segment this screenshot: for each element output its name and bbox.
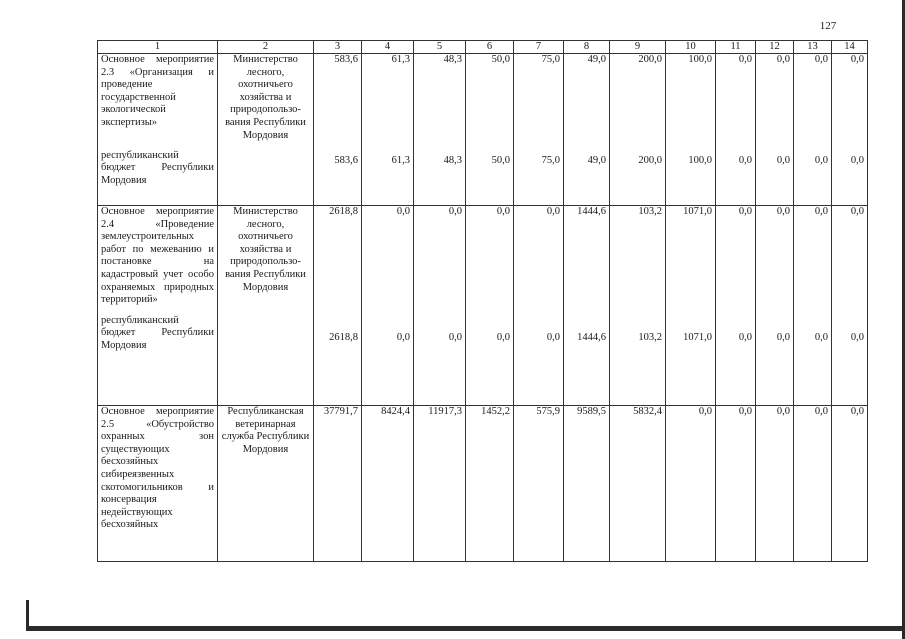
column-header: 1 bbox=[98, 41, 218, 54]
value-cell: 61,3 61,3 bbox=[362, 54, 414, 206]
value-cell: 0,0 0,0 bbox=[414, 206, 466, 406]
value-cell: 75,0 75,0 bbox=[514, 54, 564, 206]
page-number: 127 bbox=[819, 20, 837, 32]
column-header: 11 bbox=[716, 41, 756, 54]
value-cell: 0,0 0,0 bbox=[466, 206, 514, 406]
column-header: 10 bbox=[666, 41, 716, 54]
value-cell: 1452,2 bbox=[466, 406, 514, 562]
table-row bbox=[98, 206, 868, 406]
value-cell: 0,0 0,0 bbox=[794, 54, 832, 206]
column-header: 12 bbox=[756, 41, 794, 54]
value-cell: 200,0 200,0 bbox=[610, 54, 666, 206]
value-cell: 103,2 103,2 bbox=[610, 206, 666, 406]
source-text: республиканский бюджет Республики Мордовия bbox=[101, 314, 214, 351]
value-cell: 0,0 0,0 bbox=[756, 206, 794, 406]
source-text: республиканский бюджет Республики Мордовия bbox=[101, 149, 214, 186]
activity-text: Основное мероприятие 2.3 «Организация и проведение государственной экологической экспертизы» bbox=[101, 54, 214, 128]
column-header: 14 bbox=[832, 41, 868, 54]
scan-edge-bottom bbox=[28, 626, 905, 631]
value-cell: 50,0 50,0 bbox=[466, 54, 514, 206]
value-cell: 0,0 bbox=[716, 406, 756, 562]
activity-cell: Основное мероприятие 2.5 «Обустройство охранных зон существующих бесхозяйных сибиреязвенных скотомогильников и консервация недействующих бесхозяйных bbox=[98, 406, 218, 562]
value-cell: 0,0 0,0 bbox=[832, 54, 868, 206]
value-cell: 100,0 100,0 bbox=[666, 54, 716, 206]
value-cell: 8424,4 bbox=[362, 406, 414, 562]
column-header: 9 bbox=[610, 41, 666, 54]
activity-text: Основное мероприятие 2.4 «Проведение землеустроительных работ по межеванию и постановке на кадастровый учет особо охраняемых природных территорий» bbox=[101, 206, 214, 306]
activity-cell bbox=[98, 206, 218, 406]
value-cell: 0,0 0,0 bbox=[716, 206, 756, 406]
value-cell: 0,0 bbox=[794, 406, 832, 562]
column-header: 3 bbox=[314, 41, 362, 54]
column-header: 4 bbox=[362, 41, 414, 54]
value-cell: 0,0 bbox=[756, 406, 794, 562]
value-cell: 1071,0 1071,0 bbox=[666, 206, 716, 406]
column-header: 6 bbox=[466, 41, 514, 54]
column-header: 8 bbox=[564, 41, 610, 54]
value-cell: 37791,7 bbox=[314, 406, 362, 562]
column-header: 5 bbox=[414, 41, 466, 54]
value-cell: 11917,3 bbox=[414, 406, 466, 562]
value-cell: 0,0 0,0 bbox=[794, 206, 832, 406]
value-cell: 1444,6 1444,6 bbox=[564, 206, 610, 406]
header-row bbox=[98, 41, 868, 54]
value-cell: 583,6 583,6 bbox=[314, 54, 362, 206]
column-header: 13 bbox=[794, 41, 832, 54]
value-cell: 48,3 48,3 bbox=[414, 54, 466, 206]
value-cell: 49,0 49,0 bbox=[564, 54, 610, 206]
scan-edge-left bbox=[26, 600, 29, 631]
value-cell: 0,0 0,0 bbox=[362, 206, 414, 406]
activity-cell bbox=[98, 54, 218, 206]
budget-table bbox=[97, 40, 868, 562]
value-cell: 0,0 0,0 bbox=[716, 54, 756, 206]
column-header: 2 bbox=[218, 41, 314, 54]
value-cell: 0,0 0,0 bbox=[756, 54, 794, 206]
value-cell: 0,0 bbox=[666, 406, 716, 562]
value-cell: 0,0 0,0 bbox=[832, 206, 868, 406]
executor-cell: Министерство лесного, охотничьего хозяйства и природопользо-вания Республики Мордовия bbox=[218, 54, 314, 206]
value-cell: 5832,4 bbox=[610, 406, 666, 562]
table-row bbox=[98, 54, 868, 206]
executor-cell: Министерство лесного, охотничьего хозяйства и природопользо-вания Республики Мордовия bbox=[218, 206, 314, 406]
value-cell: 2618,8 2618,8 bbox=[314, 206, 362, 406]
value-cell: 9589,5 bbox=[564, 406, 610, 562]
value-cell: 575,9 bbox=[514, 406, 564, 562]
value-cell: 0,0 bbox=[832, 406, 868, 562]
executor-cell: Республиканская ветеринарная служба Республики Мордовия bbox=[218, 406, 314, 562]
table-row bbox=[98, 406, 868, 562]
value-cell: 0,0 0,0 bbox=[514, 206, 564, 406]
column-header: 7 bbox=[514, 41, 564, 54]
